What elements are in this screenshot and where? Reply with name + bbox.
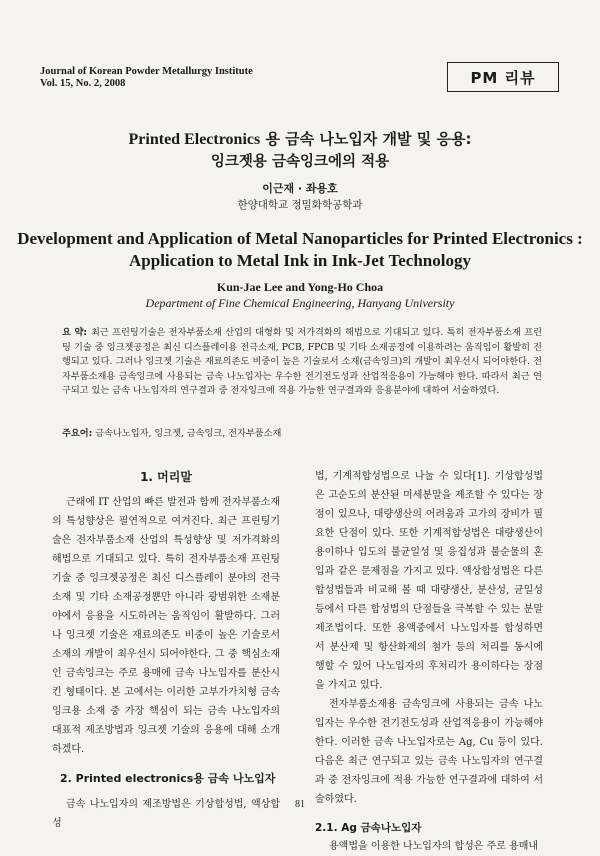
korean-title-korean-part: 용 금속 나노입자 개발 및 응용: <box>265 130 472 148</box>
journal-header <box>40 66 253 90</box>
english-authors: Kun-Jae Lee and Yong-Ho Choa <box>216 280 384 294</box>
korean-title-english-part: Printed Electronics <box>128 131 261 148</box>
english-title-line1: Development and Application of Metal Nanoparticles for Printed Electronics : <box>17 229 583 248</box>
abstract-text: 최근 프린팅기술은 전자부품소재 산업의 대형화 및 저가격화의 해법으로 기대되고 있다. 특히 전자부품소재 프린팅 기술 중 잉크젯공정은 최신 디스플레이용 전극소재, PCB, FPCB 및 기타 소재공정에 이용하려는 움직임이 활발히 진행되고 있다. 그러나 잉크젯 기술은 재료의존도 비중이 높은 기술로서 소재(금속잉크)의 개발이 최우선시 되어야한다. 전자부품소재용 금속잉크에 사용되는 금속 나노입자는 우수한 전기전도성과 산업적응용이 가능해야 한다. 따라서 최근 연구되고 있는 금속 나노입자의 연구결과 중 전자잉크에 적용 가능한 연구결과와 응용분야에 대하여 서술하였다. <box>62 327 542 396</box>
section-badge: PM 리뷰 <box>447 62 559 92</box>
page-number: 81 <box>295 799 305 810</box>
korean-authors: 이근재 · 좌용호 <box>262 182 338 195</box>
section-2-paragraph: 금속 나노입자의 제조방법은 기상합성법, 액상합성 <box>52 799 280 829</box>
subsection-2-1-heading: 2.1. Ag 금속나노입자 <box>315 822 422 834</box>
journal-volume: Vol. 15, No. 2, 2008 <box>40 78 126 89</box>
keywords <box>62 425 542 439</box>
abstract-label: 요 약: <box>62 327 88 338</box>
right-paragraph-2: 전자부품소재용 금속잉크에 사용되는 금속 나노입자는 우수한 전기전도성과 산업적응용이 가능해야 한다. 이러한 금속 나노입자로는 Ag, Cu 등이 있다. 다음은 최근 연구되고 있는 금속 나노입자의 연구결과 중 전자잉크에 적용 가능한 연구결과에 대하여 서술하였다. <box>315 699 543 805</box>
journal-name: Journal of Korean Powder Metallurgy Institute <box>40 66 253 77</box>
section-1-paragraph: 근래에 IT 산업의 빠른 발전과 함께 전자부품소재의 특성향상은 필연적으로 여겨진다. 최근 프린팅기술은 전자부품소재 산업의 특성향상 및 저가격화의 해법으로 기대되고 있다. 특히 전자부품소재 프린팅기술 중 잉크젯공정은 최신 디스플레이 분야의 전극소재 및 기타 소재공정뿐만 아니라 광범위한 소재분야에서 응용을 시도하려는 움직임이 활발하다. 그러나 잉크젯 기술은 재료의존도 비중이 높은 기술로서 소재의 개발이 최우선시 되어야한다. 그 중 핵심소재인 금속잉크는 주로 용매에 금속 나노입자를 분산시킨 형태이다. 본 고에서는 이러한 고부가가치형 금속잉크용 소재 중 가장 핵심이 되는 금속 나노입자의 대표적 제조방법과 잉크젯 기술의 응용에 대해 소개하겠다. <box>52 497 280 755</box>
keywords-label: 주요어: <box>62 428 93 439</box>
section-1-heading: 1. 머리말 <box>140 470 192 484</box>
keywords-text: 금속나노입자, 잉크젯, 금속잉크, 전자부품소재 <box>95 428 282 439</box>
korean-affiliation: 한양대학교 정밀화학공학과 <box>237 199 363 211</box>
abstract <box>62 326 542 399</box>
english-affiliation: Department of Fine Chemical Engineering, Hanyang University <box>145 296 455 310</box>
left-column <box>52 467 280 833</box>
right-paragraph-1: 법, 기계적합성법으로 나눌 수 있다[1]. 기상합성법은 고순도의 분산된 미세분말을 제조할 수 있다는 장점이 있으나, 대량생산의 어려움과 고가의 장비가 필요한 단점이 있다. 또한 기계적합성법은 대량생산이 용이하나 입도의 불균일성 및 응집성과 불순물의 혼입과 같은 문제점을 가지고 있다. 액상합성법은 다른 합성법들과 비교해 볼 때 대량생산, 분산성, 균일성 등에서 다른 합성법의 단점들을 극복할 수 있는 분말 제조법이다. 또한 용액중에서 나노입자를 합성하면서 분산제 및 항산화제의 첨가 등의 처리를 동시에 행할 수 있어 나노입자의 후처리가 용이하다는 장점을 가지고 있다. <box>315 471 543 691</box>
english-title-line2: Application to Metal Ink in Ink-Jet Technology <box>129 251 471 270</box>
korean-title-line1 <box>0 128 600 149</box>
subsection-2-1-paragraph: 용액법을 이용한 나노입자의 합성은 주로 용매내 <box>329 841 539 852</box>
korean-title-line2: 잉크젯용 금속잉크에의 적용 <box>210 154 390 170</box>
right-column <box>315 467 543 856</box>
section-2-heading: 2. Printed electronics용 금속 나노입자 <box>60 772 276 785</box>
